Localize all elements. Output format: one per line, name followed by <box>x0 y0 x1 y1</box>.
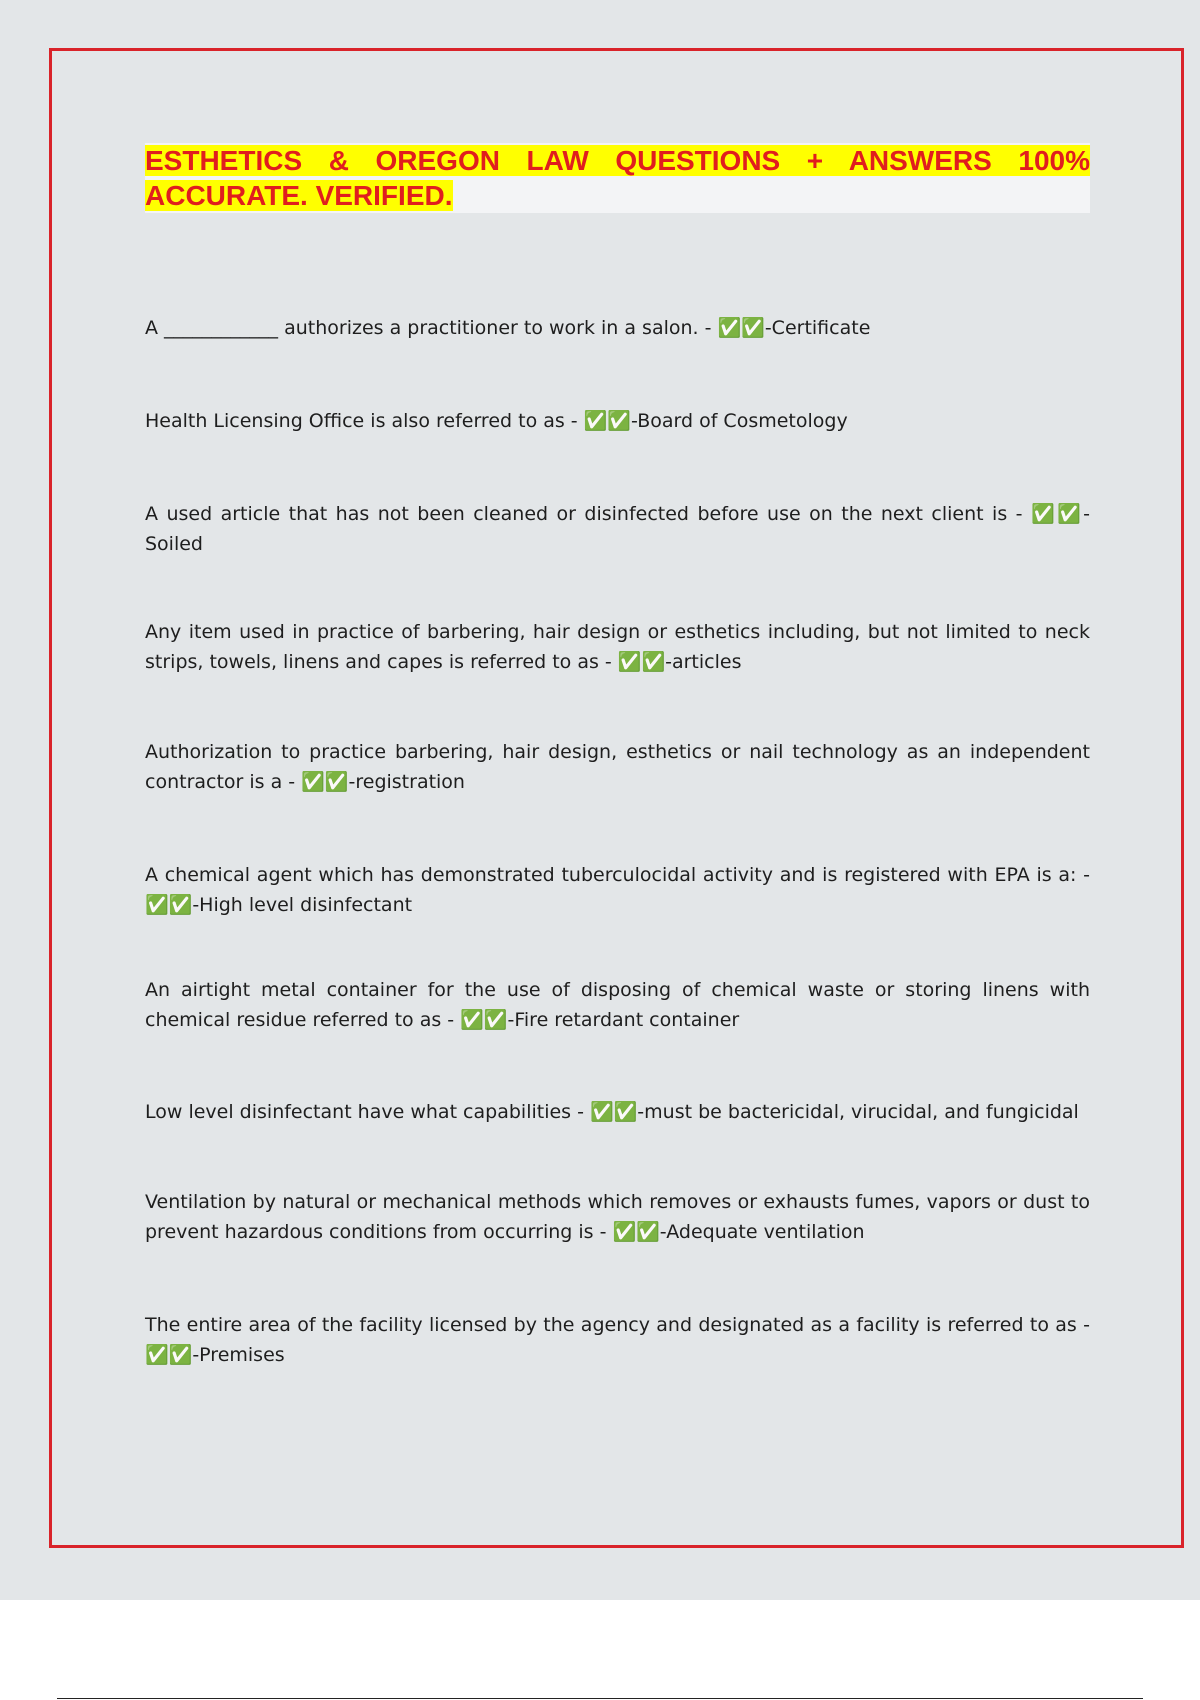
document-title <box>145 143 1090 213</box>
document-content <box>145 143 1090 1370</box>
document-title-text: ESTHETICS & OREGON LAW QUESTIONS + ANSWERS 100% ACCURATE. VERIFIED. <box>145 145 1090 211</box>
qa-item: A chemical agent which has demonstrated tuberculocidal activity and is registered with EPA is a: - ✅✅-High level disinfectant <box>145 864 1090 916</box>
qa-item: Ventilation by natural or mechanical methods which removes or exhausts fumes, vapors or dust to prevent hazardous conditions from occurring is - ✅✅-Adequate ventilation <box>145 1191 1090 1243</box>
qa-list <box>145 313 1090 1370</box>
qa-item: A used article that has not been cleaned or disinfected before use on the next client is - ✅✅-Soiled <box>145 503 1090 555</box>
qa-item: A ____________ authorizes a practitioner to work in a salon. - ✅✅-Certificate <box>145 317 871 339</box>
qa-item: Low level disinfectant have what capabilities - ✅✅-must be bactericidal, virucidal, and fungicidal <box>145 1101 1079 1123</box>
qa-item: The entire area of the facility licensed by the agency and designated as a facility is referred to as - ✅✅-Premises <box>145 1314 1090 1366</box>
qa-item: Health Licensing Office is also referred to as - ✅✅-Board of Cosmetology <box>145 410 848 432</box>
qa-item: Authorization to practice barbering, hair design, esthetics or nail technology as an independent contractor is a - ✅✅-registration <box>145 741 1090 793</box>
footer-divider <box>57 1698 1143 1699</box>
qa-item: Any item used in practice of barbering, hair design or esthetics including, but not limited to neck strips, towels, linens and capes is referred to as - ✅✅-articles <box>145 621 1090 673</box>
qa-item: An airtight metal container for the use of disposing of chemical waste or storing linens with chemical residue referred to as - ✅✅-Fire retardant container <box>145 979 1090 1031</box>
